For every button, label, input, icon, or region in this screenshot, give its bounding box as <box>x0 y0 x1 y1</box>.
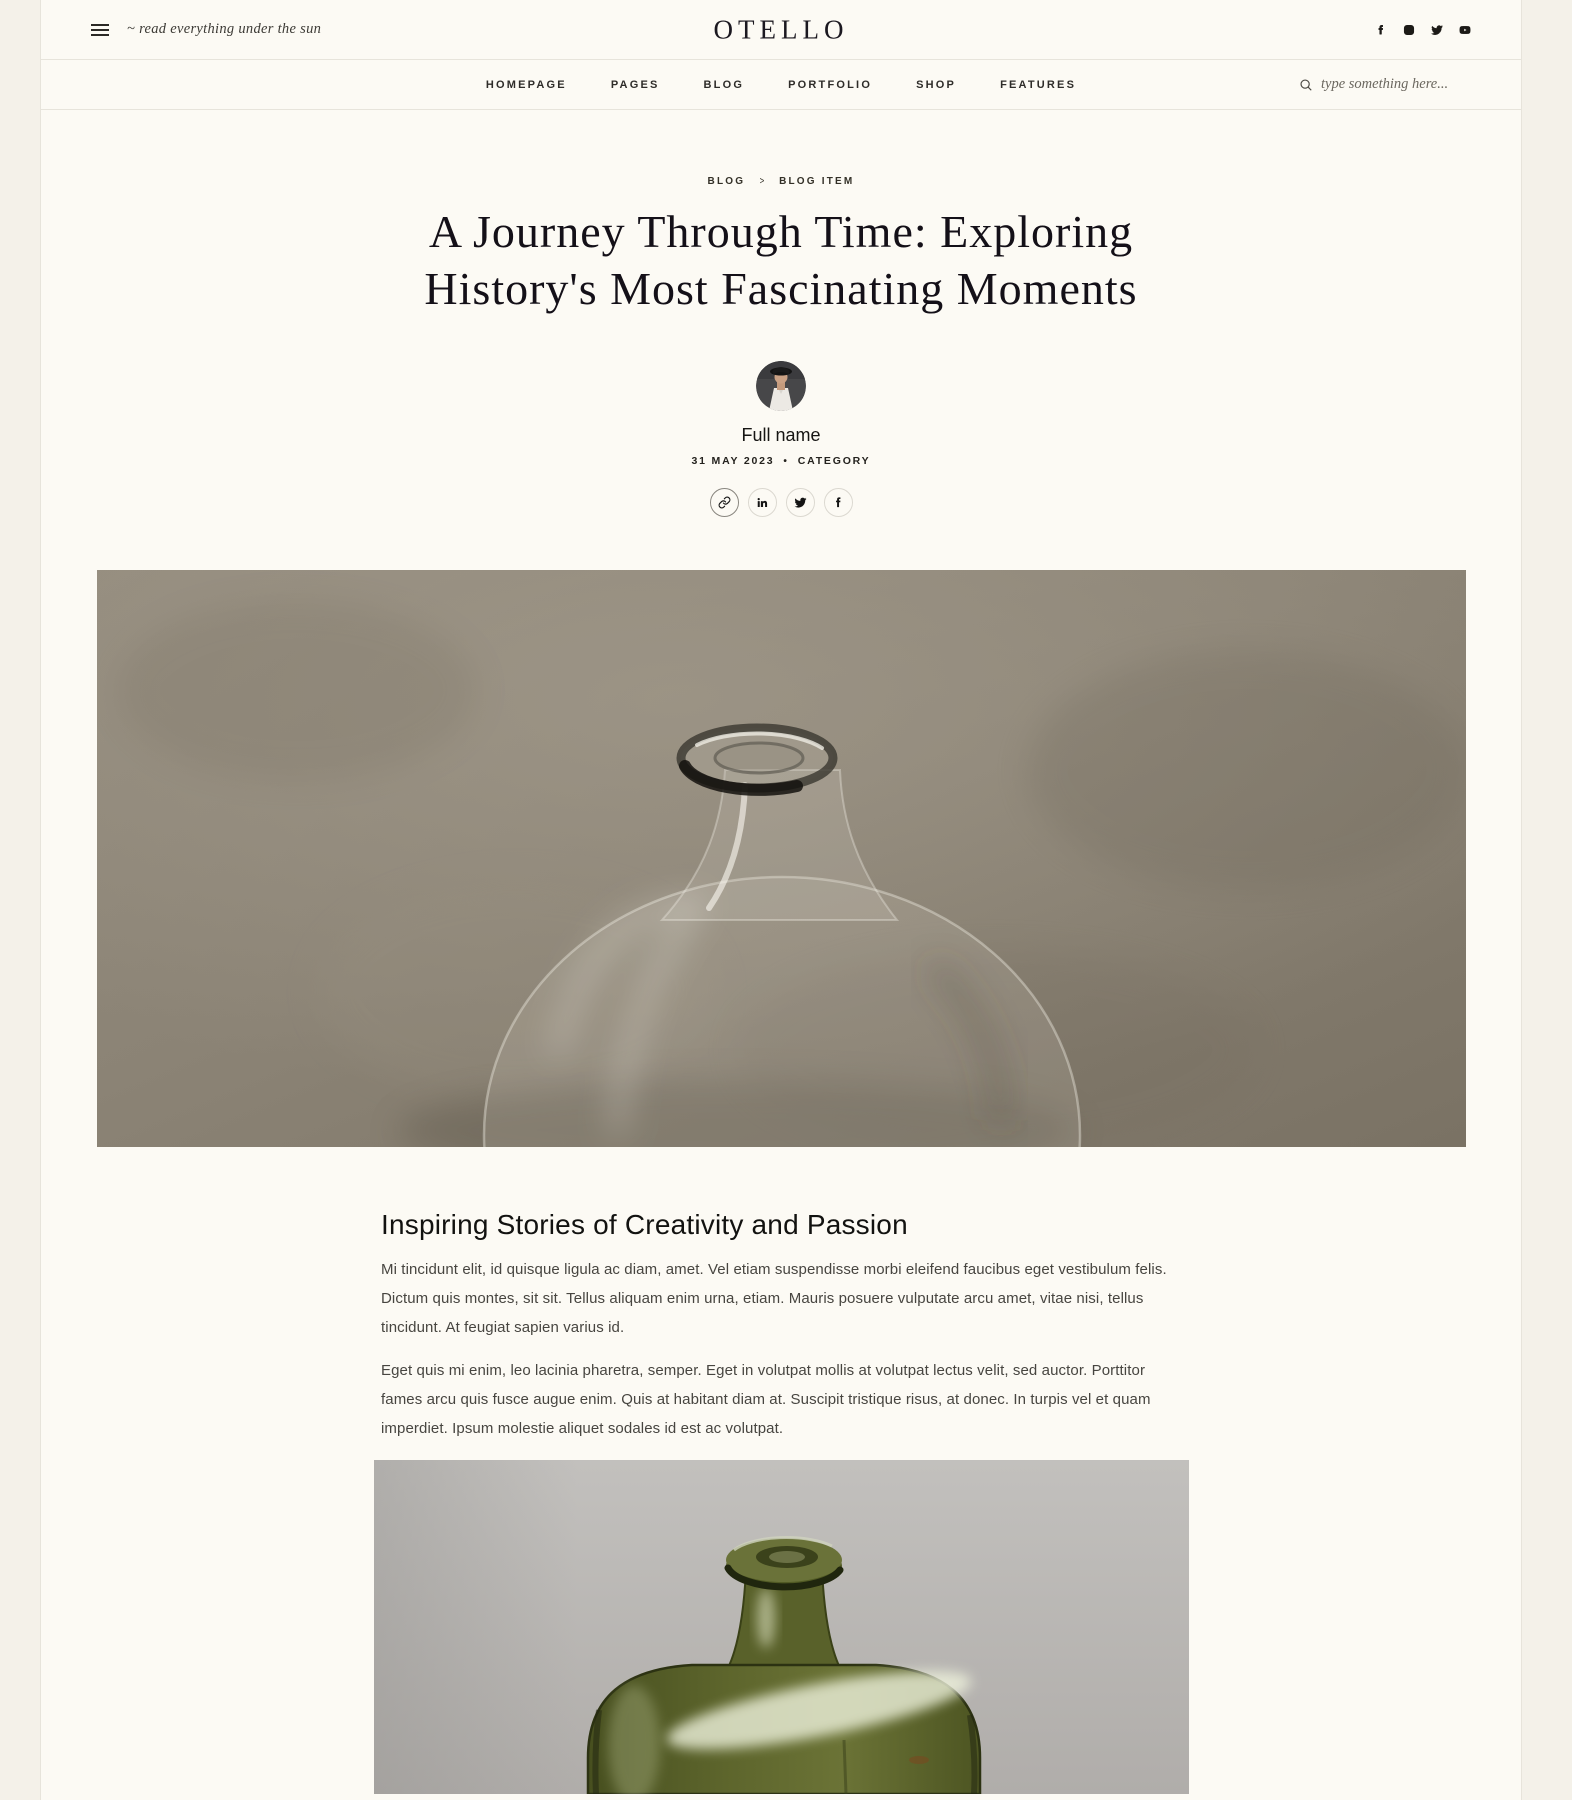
article-title <box>331 203 1231 317</box>
article-date: 31 MAY 2023 <box>691 455 775 467</box>
facebook-icon[interactable] <box>1374 23 1387 36</box>
search-icon[interactable] <box>1299 78 1313 92</box>
section-heading: Inspiring Stories of Creativity and Passion <box>381 1209 908 1240</box>
nav-item-blog[interactable]: BLOG <box>703 78 745 91</box>
article-body <box>381 1209 1181 1443</box>
nav-item-portfolio[interactable]: PORTFOLIO <box>788 78 873 91</box>
breadcrumb <box>41 176 1521 187</box>
article-title-line2: History's Most Fascinating Moments <box>424 263 1138 314</box>
twitter-icon[interactable] <box>1430 23 1443 36</box>
nav-item-shop[interactable]: SHOP <box>916 78 957 91</box>
instagram-icon[interactable] <box>1402 23 1415 36</box>
breadcrumb-blog-item: BLOG ITEM <box>779 176 855 187</box>
chevron-right-icon: > <box>759 176 765 187</box>
hero-image <box>97 570 1466 1147</box>
share-twitter-button[interactable] <box>786 488 815 517</box>
share-facebook-button[interactable] <box>824 488 853 517</box>
youtube-icon[interactable] <box>1458 23 1471 36</box>
article-main <box>41 110 1521 1794</box>
copy-link-button[interactable] <box>710 488 739 517</box>
nav-menu <box>486 79 1076 91</box>
hamburger-menu-icon[interactable] <box>91 21 109 39</box>
share-buttons <box>41 488 1521 517</box>
avatar[interactable] <box>756 361 806 411</box>
facebook-icon <box>832 496 845 509</box>
share-linkedin-button[interactable] <box>748 488 777 517</box>
site-logo[interactable]: OTELLO <box>713 14 849 44</box>
topbar-left <box>91 21 321 39</box>
linkedin-icon <box>756 496 769 509</box>
search-input[interactable] <box>1321 76 1471 93</box>
article-image-green-bottle <box>374 1460 1189 1794</box>
meta-separator: • <box>783 455 789 467</box>
nav-item-homepage[interactable]: HOMEPAGE <box>485 78 567 91</box>
breadcrumb-blog[interactable]: BLOG <box>707 176 746 187</box>
page-card <box>40 0 1522 1800</box>
author-block <box>41 361 1521 411</box>
social-links <box>1374 23 1471 36</box>
author-name[interactable]: Full name <box>741 425 821 445</box>
link-icon <box>718 496 731 509</box>
article-title-line1: A Journey Through Time: Exploring <box>428 206 1134 257</box>
top-bar <box>41 0 1521 60</box>
search <box>1299 60 1471 109</box>
main-nav <box>41 60 1521 110</box>
article-category[interactable]: CATEGORY <box>797 455 871 467</box>
nav-item-features[interactable]: FEATURES <box>1000 78 1077 91</box>
twitter-icon <box>794 496 807 509</box>
article-paragraph-1: Mi tincidunt elit, id quisque ligula ac diam, amet. Vel etiam suspendisse morbi eleifend faucibus eget vestibulum felis. Dictum quis montes, sit sit. Tellus aliquam enim urna, etiam. Mauris posuere vulputate arcu amet, vitae nisi, tellus tincidunt. At feugiat sapien varius id. <box>381 1261 1167 1336</box>
nav-item-pages[interactable]: PAGES <box>610 78 660 91</box>
article-meta <box>41 455 1521 467</box>
article-paragraph-2: Eget quis mi enim, leo lacinia pharetra, semper. Eget in volutpat mollis at volutpat lectus velit, sed auctor. Porttitor fames arcu quis fusce augue enim. Quis at habitant diam at. Suscipit tristique risus, at donec. In turpis vel et quam imperdiet. Ipsum molestie aliquet sodales id est ac volutpat. <box>381 1362 1151 1437</box>
site-tagline: ~ read everything under the sun <box>127 21 322 37</box>
